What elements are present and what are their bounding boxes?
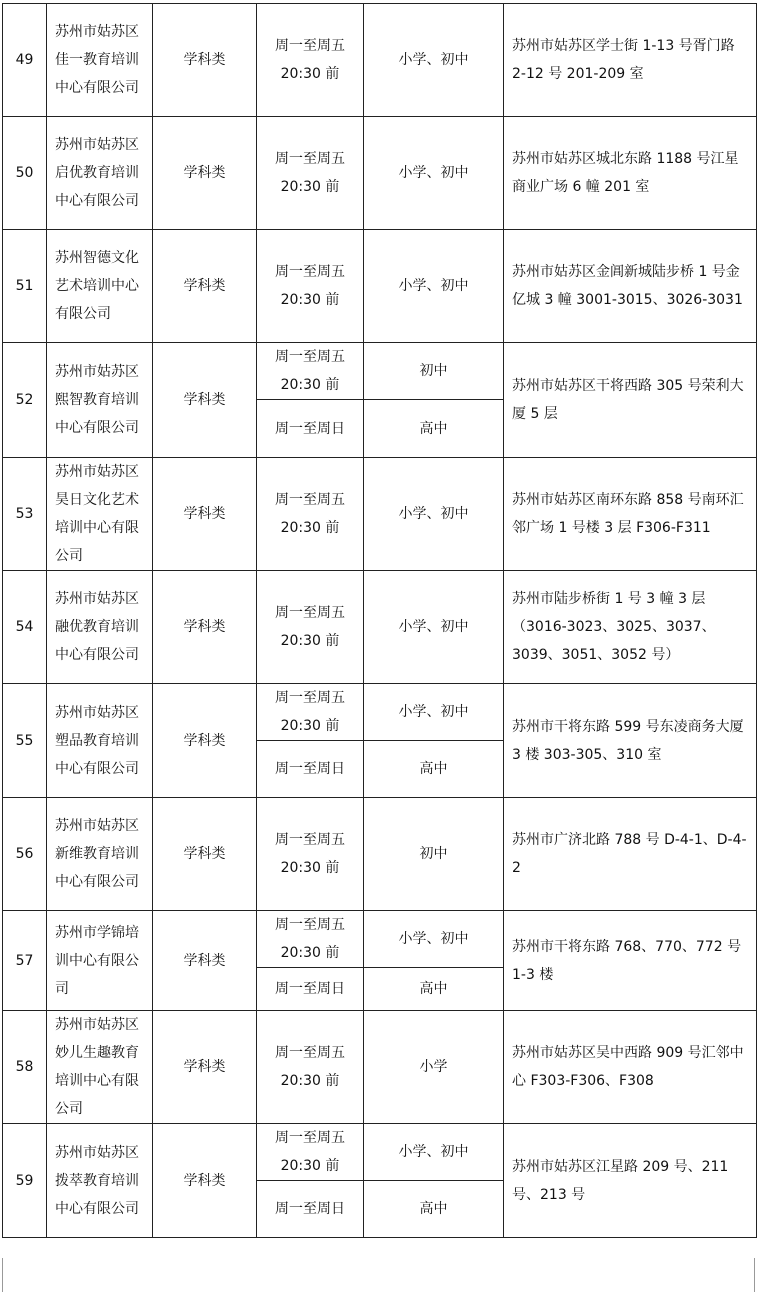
session-time: 周一至周五 20:30 前 (257, 458, 364, 571)
address: 苏州市干将东路 599 号东凌商务大厦 3 楼 303-305、310 室 (504, 684, 757, 798)
category: 学科类 (153, 911, 257, 1011)
school-level: 小学、初中 (364, 117, 504, 230)
table-row (3, 458, 757, 571)
institution-name: 苏州市姑苏区昊日文化艺术培训中心有限公司 (47, 458, 153, 571)
institution-name: 苏州市姑苏区塑品教育培训中心有限公司 (47, 684, 153, 798)
category: 学科类 (153, 230, 257, 343)
category: 学科类 (153, 571, 257, 684)
row-number: 50 (3, 117, 47, 230)
page-edge-right (754, 1258, 755, 1292)
table-row (3, 571, 757, 684)
institution-name: 苏州市姑苏区妙儿生趣教育培训中心有限公司 (47, 1011, 153, 1124)
row-number: 59 (3, 1124, 47, 1238)
table-row (3, 230, 757, 343)
school-level: 高中 (364, 741, 504, 798)
category: 学科类 (153, 4, 257, 117)
row-number: 52 (3, 343, 47, 458)
institution-name: 苏州智德文化艺术培训中心有限公司 (47, 230, 153, 343)
category: 学科类 (153, 343, 257, 458)
address: 苏州市姑苏区城北东路 1188 号江星商业广场 6 幢 201 室 (504, 117, 757, 230)
session-time: 周一至周日 (257, 741, 364, 798)
address: 苏州市姑苏区干将西路 305 号荣利大厦 5 层 (504, 343, 757, 458)
school-level: 小学、初中 (364, 230, 504, 343)
category: 学科类 (153, 458, 257, 571)
school-level: 小学、初中 (364, 571, 504, 684)
address: 苏州市陆步桥街 1 号 3 幢 3 层（3016-3023、3025、3037、3039、3051、3052 号） (504, 571, 757, 684)
session-time: 周一至周五 20:30 前 (257, 230, 364, 343)
address: 苏州市姑苏区金阊新城陆步桥 1 号金亿城 3 幢 3001-3015、3026-3031 (504, 230, 757, 343)
session-time: 周一至周五 20:30 前 (257, 1011, 364, 1124)
school-level: 初中 (364, 343, 504, 400)
table-row (3, 911, 757, 968)
address: 苏州市姑苏区南环东路 858 号南环汇邻广场 1 号楼 3 层 F306-F311 (504, 458, 757, 571)
school-level: 初中 (364, 798, 504, 911)
institution-table (2, 3, 757, 1238)
institution-name: 苏州市姑苏区融优教育培训中心有限公司 (47, 571, 153, 684)
school-level: 小学、初中 (364, 684, 504, 741)
category: 学科类 (153, 684, 257, 798)
session-time: 周一至周五 20:30 前 (257, 1124, 364, 1181)
session-time: 周一至周日 (257, 1181, 364, 1238)
session-time: 周一至周五 20:30 前 (257, 4, 364, 117)
institution-name: 苏州市姑苏区佳一教育培训中心有限公司 (47, 4, 153, 117)
school-level: 小学 (364, 1011, 504, 1124)
institution-name: 苏州市姑苏区拨萃教育培训中心有限公司 (47, 1124, 153, 1238)
session-time: 周一至周五 20:30 前 (257, 117, 364, 230)
table-row (3, 4, 757, 117)
school-level: 小学、初中 (364, 911, 504, 968)
table-row (3, 1124, 757, 1181)
address: 苏州市干将东路 768、770、772 号 1-3 楼 (504, 911, 757, 1011)
table-row (3, 343, 757, 400)
address: 苏州市姑苏区江星路 209 号、211 号、213 号 (504, 1124, 757, 1238)
session-time: 周一至周日 (257, 968, 364, 1011)
session-time: 周一至周五 20:30 前 (257, 911, 364, 968)
row-number: 49 (3, 4, 47, 117)
row-number: 58 (3, 1011, 47, 1124)
school-level: 高中 (364, 968, 504, 1011)
category: 学科类 (153, 1124, 257, 1238)
school-level: 小学、初中 (364, 4, 504, 117)
session-time: 周一至周五 20:30 前 (257, 798, 364, 911)
session-time: 周一至周日 (257, 400, 364, 458)
school-level: 高中 (364, 400, 504, 458)
row-number: 53 (3, 458, 47, 571)
category: 学科类 (153, 1011, 257, 1124)
address: 苏州市广济北路 788 号 D-4-1、D-4-2 (504, 798, 757, 911)
page-edge-left (2, 1258, 3, 1292)
institution-name: 苏州市姑苏区新维教育培训中心有限公司 (47, 798, 153, 911)
row-number: 55 (3, 684, 47, 798)
address: 苏州市姑苏区吴中西路 909 号汇邻中心 F303-F306、F308 (504, 1011, 757, 1124)
category: 学科类 (153, 117, 257, 230)
table-row (3, 117, 757, 230)
table-row (3, 798, 757, 911)
row-number: 51 (3, 230, 47, 343)
school-level: 小学、初中 (364, 458, 504, 571)
institution-name: 苏州市学锦培训中心有限公司 (47, 911, 153, 1011)
session-time: 周一至周五 20:30 前 (257, 571, 364, 684)
category: 学科类 (153, 798, 257, 911)
institution-name: 苏州市姑苏区熙智教育培训中心有限公司 (47, 343, 153, 458)
session-time: 周一至周五 20:30 前 (257, 684, 364, 741)
school-level: 小学、初中 (364, 1124, 504, 1181)
table-row (3, 1011, 757, 1124)
institution-name: 苏州市姑苏区启优教育培训中心有限公司 (47, 117, 153, 230)
address: 苏州市姑苏区学士街 1-13 号胥门路 2-12 号 201-209 室 (504, 4, 757, 117)
school-level: 高中 (364, 1181, 504, 1238)
session-time: 周一至周五 20:30 前 (257, 343, 364, 400)
table-row (3, 684, 757, 741)
row-number: 54 (3, 571, 47, 684)
row-number: 57 (3, 911, 47, 1011)
row-number: 56 (3, 798, 47, 911)
